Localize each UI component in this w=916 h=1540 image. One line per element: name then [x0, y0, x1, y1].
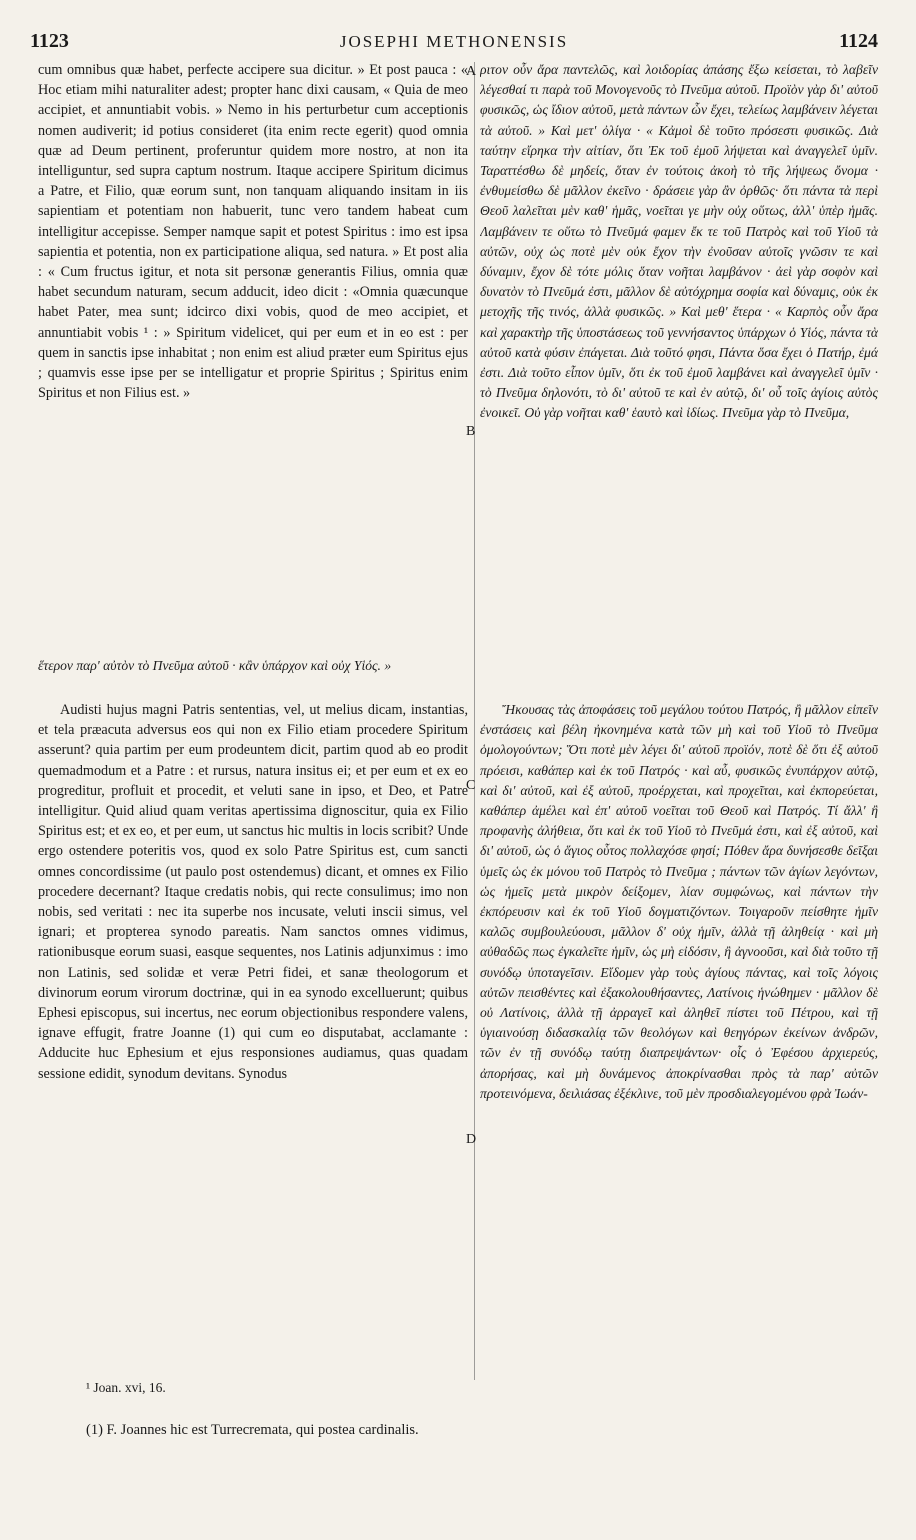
latin-column-bottom — [38, 700, 468, 1380]
column-divider — [474, 62, 475, 1380]
running-header — [30, 30, 878, 56]
margin-letter-d: D — [466, 1132, 477, 1147]
margin-letter-c: C — [466, 778, 476, 793]
latin-paragraph-1: cum omnibus quæ habet, perfecte accipere sua dicitur. » Et post pauca : « Hoc etiam mihi naturaliter adest; propter hanc dixi causam, « Quia de meo accipiet, et annuntiabit vobis. » Nemo in his perturbetur cum acceptionis nomen audiverit; id potius consideret (ita enim recte egerit) quod omnia quæ ad Deum pertinent, proferuntur quidem more nostro, at non ita intelliguntur, sed supra captum nostrum. Itaque accipere Spiritum dicimus a Patre, et Filio, quæ eorum sunt, non tanquam aliquando insitam in iis sapientiam et potentiam non habuerit, tunc vero tandem habeat cum intelligitur accepisse. Semper namque sapit et potest Spiritus : imo est ipsa sapientia et potentia, non ex participatione aliqua, sed natura. » Et post alia : « Cum fructus igitur, et nota sit personæ generantis Filius, omnia quæ habet secundum naturam, secum adducit, ideo dicit : «Omnia quæcunque habet Pater, mea sunt; idcirco dixi vobis, quod de meo accipiet, et annuntiabit vobis ¹ : » Spiritum videlicet, qui per eum et in eo est : per quem in sanctis ipse inhabitat ; non enim est aliud præter eum Spiritus ejus ; quamvis esse ipse per se intelligatur et proprie Spiritus ; Spiritus enim Spiritus et non Filius est. » — [38, 62, 468, 402]
greek-spill-line: ἕτερον παρ' αὐτὸν τὸ Πνεῦμα αὐτοῦ · κἂν ὑπάρχον καὶ οὐχ Υἱός. » — [38, 658, 392, 673]
page-number-right: 1124 — [839, 30, 878, 52]
latin-paragraph-2: Audisti hujus magni Patris sententias, vel, ut melius dicam, instantias, et tela præacuta adversus eos qui non ex Filio etiam procedere Spiritum asserunt? quia partim per eum prodeuntem dicit, partim quod ab eo prodit quemadmodum et a Patre : et rursus, natura insitus ei; et per eum et ex eo progreditur, profluit et procedit, et veluti sane in ipso, et Deo, et Patre intelligitur. Quid aliud quam veritas apertissima dignoscitur, quia ex Filio Spiritus est; et ex eo, et per eum, ut sanctus hic multis in locis scribit? Unde ergo ostendere poteritis vos, quod ex solo Patre Spiritus est, cum sancti omnes concordissime (ut paulo post ostendemus) dicant, et omnes ex Filio procedere decernant? Itaque credatis nobis, qui recte consulimus; imo non nobis, sed veritati : nec ita superbe nos incusate, veluti inscii simus, vel ignari; et propterea synodo pareatis. Nam sanctos omnes vidimus, rationibusque eorum suasi, easque sequentes, nos Latinis adjunximus : imo non Latinis, sed solidæ et veræ Petri fidei, et sanæ theologorum et divinorum eorum virorum doctrinæ, qui in ea synodo excelluerunt; quibus Ephesi episcopus, sui incertus, nec eorum objectionibus respondere valens, ignave effugit, fratre Joanne (1) qui cum eo disputabat, acclamante : Adducite huc Ephesium et ejus responsiones audiamus, quas quadam sessione edidit, synodum devitans. Synodus — [38, 702, 468, 1082]
footnote-2: (1) F. Joannes hic est Turrecremata, qui postea cardinalis. — [86, 1422, 419, 1438]
running-title: JOSEPHI METHONENSIS — [339, 32, 569, 51]
margin-letter-b: B — [466, 424, 476, 439]
greek-paragraph-1: ριτον οὖν ἄρα παντελῶς, καὶ λοιδορίας ἁπάσης ἔξω κείσεται, τὸ λαβεῖν λέγεσθαί τι παρὰ τοῦ Μονογενοῦς τὸ Πνεῦμα αὐτοῦ. Προϊὸν γὰρ δι' αὐτοῦ φυσικῶς, ὡς ἴδιον αὐτοῦ, μετὰ πάντων ὧν ἔχει, τελείως λαμβάνειν λέγεται τὰ αὐτοῦ. » Καὶ μετ' ὀλίγα · « Κἀμοὶ δὲ τοῦτο πρόσεστι φυσικῶς. Διὰ ταύτην εἴρηκα τὴν αἰτίαν, ὅτι Ἐκ τοῦ ἐμοῦ λήψεται καὶ ἀναγγελεῖ ὑμῖν. Ταραττέσθω δὲ μηδείς, ὅταν ἐν τούτοις ἀκοὴ τὸ τῆς λήψεως ὄνομα · ἐνθυμείσθω δὲ μᾶλλον ἐκεῖνο · δράσειε γὰρ ἂν ὀρθῶς· ὅτι πάντα τὰ περὶ Θεοῦ λαλεῖται μὲν καθ' ἡμᾶς, νοεῖται γε μὴν οὐχ οὕτως, ἀλλ' ὑπὲρ ἡμᾶς. Λαμβάνειν τε οὕτω τὸ Πνεῦμά φαμεν ἔκ τε τοῦ Πατρὸς καὶ τοῦ Υἱοῦ τὰ αὐτῶν, οὐχ ὡς ποτὲ μὲν οὐκ ἔχον τὴν ἐνοῦσαν αὐτοῖς γνῶσιν τε καὶ δύναμιν, ἔχον δὲ τότε μόλις ὅταν νοῆται λαμβάνον · ἀεὶ γὰρ σοφὸν καὶ δυνατὸν τὸ Πνεῦμά ἐστι, μᾶλλον δὲ αὐτόχρημα σοφία καὶ δύναμις, οὐκ ἐκ μετοχῆς τῆς τινός, ἀλλὰ φυσικῶς. » Καὶ μεθ' ἕτερα · « Καρπὸς οὖν ἄρα καὶ χαρακτὴρ τῆς ὑποστάσεως τοῦ γεννήσαντος ὑπάρχων ὁ Υἱός, πάντα τὰ αὐτοῦ κατὰ φύσιν ἐπάγεται. Διὰ τοῦτό φησι, Πάντα ὅσα ἔχει ὁ Πατήρ, ἐμά ἐστι. Διὰ τοῦτο εἶπον ὑμῖν, ὅτι ἐκ τοῦ ἐμοῦ λαμβάνει καὶ ἀναγγελεῖ ὑμῖν · τὸ Πνεῦμα δηλονότι, τὸ δι' αὐτοῦ τε καὶ ἐν αὐτῷ, δι' οὗ τοῖς ἁγίοις αὐτὸς ἐνοικεῖ. Οὐ γὰρ νοῆται καθ' ἑαυτὸ καὶ ἰδίως. Πνεῦμα γὰρ τὸ Πνεῦμα, — [480, 62, 878, 421]
greek-column-bottom — [480, 700, 878, 1380]
page-number-left: 1123 — [30, 30, 69, 52]
margin-letter-a: A — [466, 64, 477, 79]
latin-column-top — [38, 60, 468, 684]
greek-column-top — [480, 60, 878, 684]
footnote-1: ¹ Joan. xvi, 16. — [86, 1380, 166, 1395]
greek-paragraph-2: Ἤκουσας τὰς ἀποφάσεις τοῦ μεγάλου τούτου Πατρός, ἢ μᾶλλον εἰπεῖν ἐνστάσεις καὶ βέλη ἠκονημένα κατὰ τῶν μὴ καὶ τοῦ Υἱοῦ τὸ Πνεῦμα ὁμολογούντων; Ὅτι ποτὲ μὲν λέγει δι' αὐτοῦ προϊόν, ποτὲ δὲ ὅτι ἐξ αὐτοῦ πρόεισι, καθάπερ καὶ ἐκ τοῦ Πατρός · καὶ αὖ, φυσικῶς ἐνυπάρχον αὐτῷ, καὶ δι' αὐτοῦ, καὶ ἐξ αὐτοῦ, προέρχεται, καὶ προχεῖται, καὶ ἐκπορεύεται, καθάπερ ἀμέλει καὶ ἐπ' αὐτοῦ νοεῖται τοῦ Θεοῦ καὶ Πατρός. Τί ἄλλ' ἢ προφανὴς ἀλήθεια, ὅτι καὶ ἐκ τοῦ Υἱοῦ τὸ Πνεῦμά ἐστι, καὶ ἐξ αὐτοῦ, καὶ δι' αὐτοῦ, ὡς ὁ ἅγιος οὗτος πολλαχόσε φησί; Πόθεν ἄρα δυνήσεσθε δεῖξαι ὑμεῖς ὡς ἐκ μόνου τοῦ Πατρὸς τὸ Πνεῦμα ; πάντων τῶν ἁγίων λεγόντων, ὡς ἡμεῖς μετὰ μικρὸν δείξομεν, λίαν συμφώνως, καὶ πάντων τὴν ἐκπόρευσιν καὶ ἐκ τοῦ Υἱοῦ δογματιζόντων. Τοιγαροῦν πείσθητε ἡμῖν καλῶς συμβουλεύουσι, μᾶλλον δ' οὐχ ἡμῖν, ἀλλὰ τῇ ἀληθείᾳ · καὶ μὴ αὐθαδῶς πως ἐγκαλεῖτε ἡμῖν, ὡς μὴ εἰδόσιν, ἢ ἀγνοοῦσι, καὶ διὰ τοῦτο τῇ συνόδῳ ὑποταγεῖσιν. Εἴδομεν γὰρ τοὺς ἁγίους πάντας, καὶ τοῖς λόγοις αὐτῶν πεισθέντες καὶ ἐξακολουθήσαντες, Λατίνοις ἡνώθημεν · μᾶλλον δὲ οὐ Λατίνοις, ἀλλὰ τῇ ἀρραγεῖ καὶ ἀληθεῖ πίστει τοῦ Πέτρου, καὶ τῇ ὑγιαινούσῃ διδασκαλίᾳ τῶν θεολόγων καὶ θεηγόρων ἐκείνων ἀνδρῶν, τῶν ἐν τῇ συνόδῳ ταύτῃ διαπρεψάντων· οἷς ὁ Ἐφέσου ἀρχιερεύς, ἀπορήσας, καὶ μὴ δυνάμενος ἀποκρίνασθαι πρὸς τὰ παρ' αὐτῶν προτεινόμενα, δειλιάσας ἐξέκλινε, τοῦ μὲν προσδιαλεγομένου φρὰ Ἰωάν- — [480, 702, 878, 1101]
